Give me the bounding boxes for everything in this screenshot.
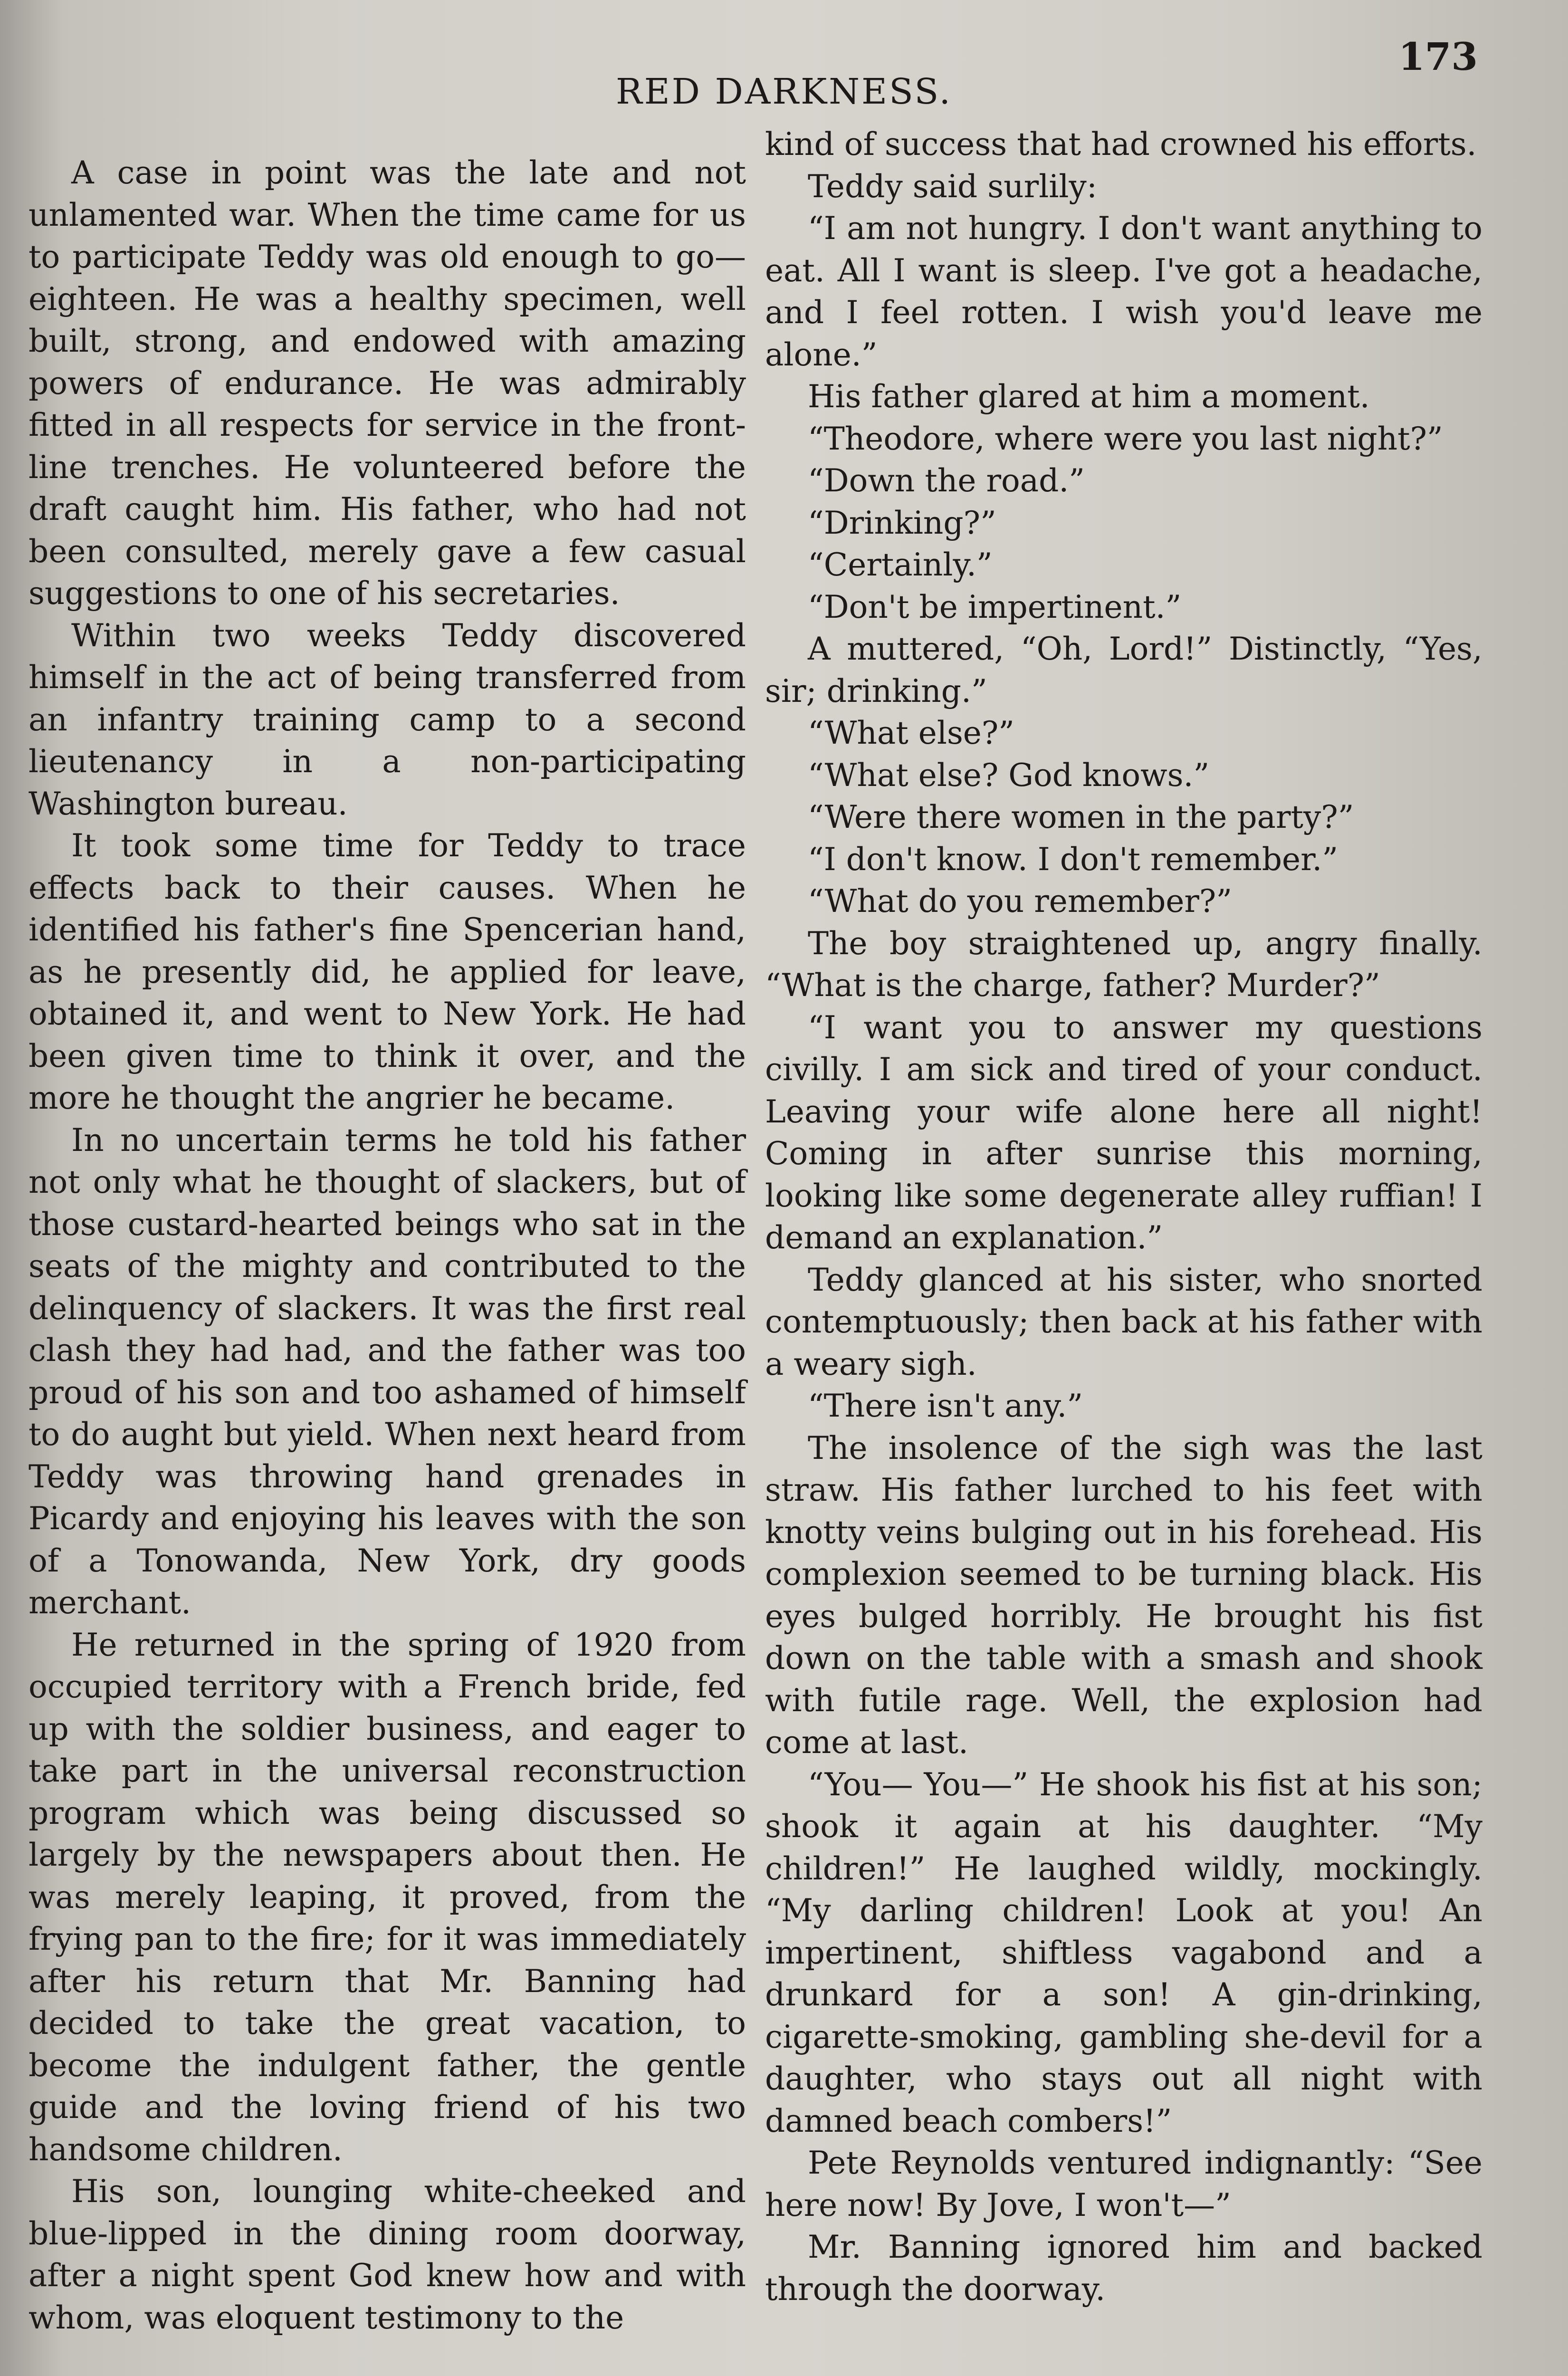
paragraph: Pete Reynolds ventured indignantly: “See here now! By Jove, I won't—” (765, 2145, 1482, 2223)
paragraph: “I want you to answer my questions civilly. I am sick and tired of your conduct. Leaving your wife alone here all night! Coming in after sunrise this morning, looking like some degenerate alley ruffian! I demand an explanation.” (765, 1009, 1482, 1256)
right-column (765, 124, 1482, 2310)
paragraph: “I am not hungry. I don't want anything to eat. All I want is sleep. I've got a headache, and I feel rotten. I wish you'd leave me alone.” (765, 210, 1482, 373)
running-title: RED DARKNESS. (615, 71, 953, 112)
left-column (29, 152, 746, 2339)
paragraph-continued: kind of success that had crowned his efforts. (765, 126, 1477, 163)
paragraph: “There isn't any.” (808, 1388, 1083, 1424)
paragraph: “Were there women in the party?” (808, 799, 1354, 835)
paragraph: Teddy glanced at his sister, who snorted contemptuously; then back at his father with a weary sigh. (765, 1261, 1482, 1382)
paragraph: “Certainly.” (808, 546, 993, 583)
paragraph: “What else?” (808, 715, 1014, 751)
paragraph: He returned in the spring of 1920 from occupied territory with a French bride, fed up with the soldier business, and eager to take part in the universal reconstruction program which was being discussed so largely by the newspapers about then. He was merely leaping, it proved, from the frying pan to the fire; for it was immediately after his return that Mr. Banning had decided to take the great vacation, to become the indulgent father, the gentle guide and the loving friend of his two handsome children. (29, 1626, 746, 2168)
paragraph: “I don't know. I don't remember.” (808, 841, 1339, 878)
paragraph: It took some time for Teddy to trace effects back to their causes. When he identified his father's fine Spencerian hand, as he presently did, he applied for leave, obtained it, and went to New York. He had been given time to think it over, and the more he thought the angrier he became. (29, 827, 746, 1116)
paragraph: “Don't be impertinent.” (808, 588, 1182, 625)
paragraph: “Drinking?” (808, 504, 996, 541)
paragraph: The boy straightened up, angry finally. “What is the charge, father? Murder?” (765, 925, 1482, 1004)
paragraph: The insolence of the sigh was the last straw. His father lurched to his feet with knotty veins bulging out in his forehead. His complexion seemed to be turning black. His eyes bulged horribly. He brought his fist down on the table with a smash and shook with futile rage. Well, the explosion had come at last. (765, 1429, 1482, 1761)
paragraph: Teddy said surlily: (808, 168, 1098, 205)
page-number: 173 (1398, 34, 1478, 79)
paragraph: “What do you remember?” (808, 883, 1233, 920)
paragraph: His son, lounging white-cheeked and blue-lipped in the dining room doorway, after a night spent God knew how and with whom, was eloquent testimony to the (29, 2173, 746, 2336)
paragraph: His father glared at him a moment. (808, 378, 1370, 415)
paragraph: Mr. Banning ignored him and backed through the doorway. (765, 2229, 1482, 2308)
paragraph: “Theodore, where were you last night?” (808, 420, 1443, 457)
paragraph: A muttered, “Oh, Lord!” Distinctly, “Yes, sir; drinking.” (765, 631, 1482, 709)
paragraph: In no uncertain terms he told his father not only what he thought of slackers, but of those custard-hearted beings who sat in the seats of the mighty and contributed to the delinquency of slackers. It was the first real clash they had had, and the father was too proud of his son and too ashamed of himself to do aught but yield. When next heard from Teddy was throwing hand grenades in Picardy and enjoying his leaves with the son of a Tonowanda, New York, dry goods merchant. (29, 1121, 746, 1621)
paragraph: “You— You—” He shook his fist at his son; shook it again at his daughter. “My children!” He laughed wildly, mockingly. “My darling children! Look at you! An impertinent, shiftless vagabond and a drunkard for a son! A gin-drinking, cigarette-smoking, gambling she-devil for a daughter, who stays out all night with damned beach combers!” (765, 1766, 1482, 2139)
paragraph: “What else? God knows.” (808, 757, 1210, 794)
paragraph: Within two weeks Teddy discovered himself in the act of being transferred from an infantry training camp to a second lieutenancy in a non-participating Washington bureau. (29, 617, 746, 822)
paragraph: A case in point was the late and not unlamented war. When the time came for us to participate Teddy was old enough to go—eighteen. He was a healthy specimen, well built, strong, and endowed with amazing powers of endurance. He was admirably fitted in all respects for service in the front-line trenches. He volunteered before the draft caught him. His father, who had not been consulted, merely gave a few casual suggestions to one of his secretaries. (29, 154, 746, 612)
paragraph: “Down the road.” (808, 462, 1085, 499)
